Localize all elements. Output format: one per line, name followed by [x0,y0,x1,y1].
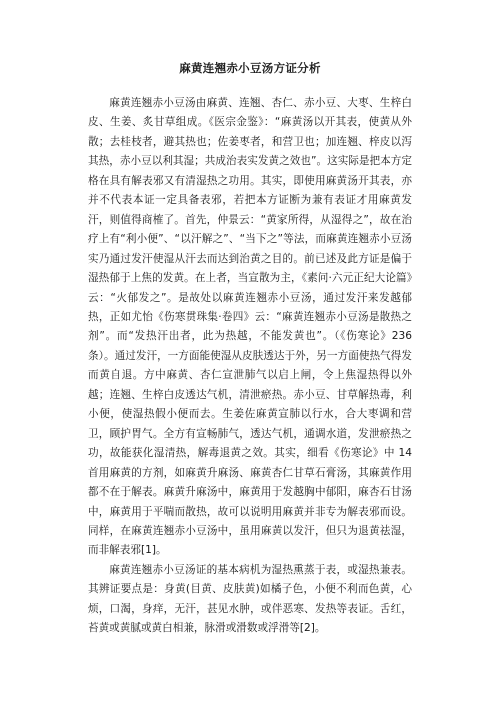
document-title: 麻黄连翘赤小豆汤方证分析 [179,61,321,75]
body-paragraph-2: 麻黄连翘赤小豆汤证的基本病机为湿热熏蒸于表，或湿热兼表。其辨证要点是：身黄(目黄、皮肤黄)如橘子色，小便不利而色黄，心烦，口渴，身痒，无汗，甚见水肿，或伴恶寒、发热等表证。舌红，苔黄或黄腻或黄白相兼，脉滑或滑数或浮滑等[2]。 [88,563,412,635]
body-paragraph-1: 麻黄连翘赤小豆汤由麻黄、连翘、杏仁、赤小豆、大枣、生梓白皮、生姜、炙甘草组成。《医宗金鉴》：“麻黄汤以开其表，使黄从外散；去桂枝者，避其热也；佐姜枣者，和营卫也；加连翘、梓皮以泻其热，赤小豆以利其湿；共成治表实发黄之效也”。这实际是把本方定格在具有解表邪又有清湿热之功用。其实，即使用麻黄汤开其表，亦并不代表本证一定具备表邪，若把本方证断为兼有表证才用麻黄发汗，则值得商榷了。首先，仲景云：“黄家所得，从湿得之”，故在治疗上有“利小便”、“以汗解之”、“当下之”等法，而麻黄连翘赤小豆汤实乃通过发汗使湿从汗去而达到治黄之目的。前已述及此方证是偏于湿热郁于上焦的发黄。在上者，当宣散为主，《素问·六元正纪大论篇》云：“火郁发之”。是故处以麻黄连翘赤小豆汤，通过发汗来发越郁热，正如尤怡《伤寒贯珠集·卷四》云：“麻黄连翘赤小豆汤是散热之剂”。而“发热汗出者，此为热越，不能发黄也”。（《伤寒论》236 条）。通过发汗，一方面能使湿从皮肤透达于外，另一方面使热气得发而黄自退。方中麻黄、杏仁宣泄肺气以启上闸，令上焦湿热得以外越；连翘、生梓白皮透达气机，清泄瘀热。赤小豆、甘草解热毒，利小便，使湿热假小便而去。生姜佐麻黄宣肺以行水，合大枣调和营卫，顾护胃气。全方有宣畅肺气，透达气机，通调水道，发泄瘀热之功，故能获化湿清热，解毒退黄之效。其实，细看《伤寒论》中 14 首用麻黄的方剂，如麻黄升麻汤、麻黄杏仁甘草石膏汤，其麻黄作用都不在于解表。麻黄升麻汤中，麻黄用于发越胸中郁阳，麻杏石甘汤中，麻黄用于平喘而散热，故可以说明用麻黄并非专为解表邪而设。同样，在麻黄连翘赤小豆汤中，虽用麻黄以发汗，但只为退黄祛湿，而非解表邪[1]。 [88,97,412,557]
